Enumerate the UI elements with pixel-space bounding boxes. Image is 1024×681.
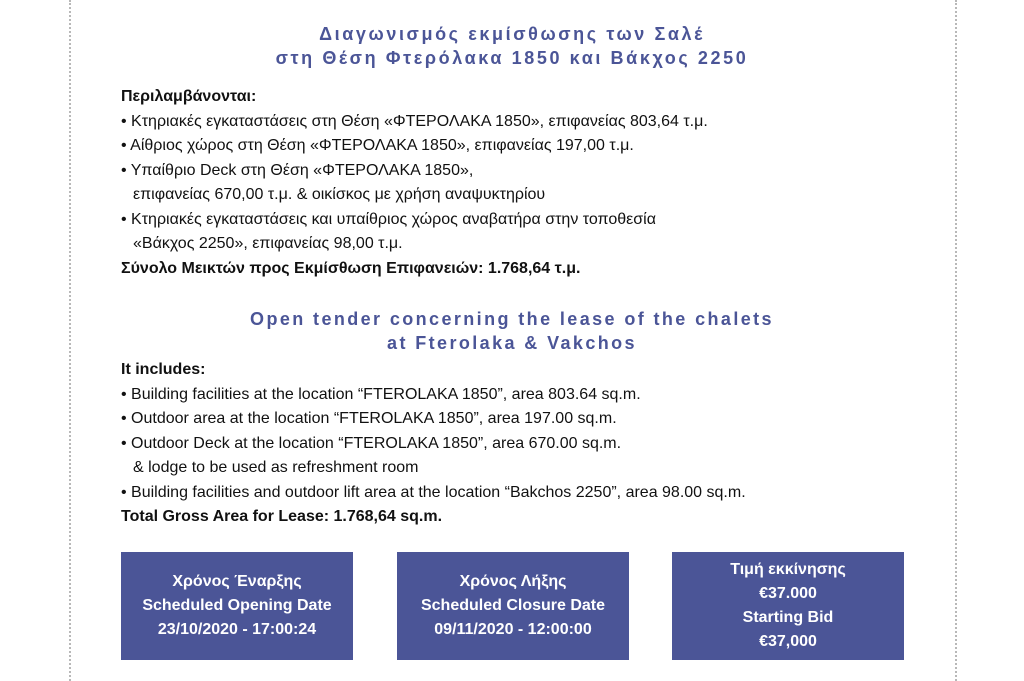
greek-title-line-1: Διαγωνισμός εκμίσθωσης των Σαλέ [319,24,705,44]
greek-list-item-continuation: επιφανείας 670,00 τ.μ. & οικίσκος με χρήση αναψυκτηρίου [133,186,546,203]
greek-title [70,22,954,70]
greek-title-line-2: στη Θέση Φτερόλακα 1850 και Βάκχος 2250 [275,48,749,68]
opening-date-box [121,552,353,660]
opening-date-value: 23/10/2020 - 17:00:24 [157,621,317,638]
starting-bid-label-en: Starting Bid [742,609,834,626]
english-includes-section [121,358,921,530]
english-includes-heading: It includes: [121,361,206,378]
closure-date-box [397,552,629,660]
closure-date-label-en: Scheduled Closure Date [420,597,606,614]
greek-list-item: • Υπαίθριο Deck στη Θέση «ΦΤΕΡΟΛΑΚΑ 1850», [121,161,474,179]
right-dotted-border [955,0,957,681]
opening-date-label-gr: Χρόνος Έναρξης [172,573,302,590]
starting-bid-box [672,552,904,660]
english-list-item: • Building facilities at the location “FTEROLAKA 1850”, area 803.64 sq.m. [121,385,641,403]
english-total-area: Total Gross Area for Lease: 1.768,64 sq.m. [121,508,443,525]
greek-list-item-continuation: «Βάκχος 2250», επιφανείας 98,00 τ.μ. [133,235,403,252]
closure-date-value: 09/11/2020 - 12:00:00 [434,621,592,638]
english-title [70,307,954,355]
english-title-line-2: at Fterolaka & Vakchos [387,333,637,353]
greek-includes-heading: Περιλαμβάνονται: [121,88,257,105]
greek-list-item: • Αίθριος χώρος στη Θέση «ΦΤΕΡΟΛΑΚΑ 1850», επιφανείας 197,00 τ.μ. [121,137,634,154]
starting-bid-value-gr: €37.000 [759,585,817,602]
greek-total-area: Σύνολο Μεικτών προς Εκμίσθωση Επιφανειών: 1.768,64 τ.μ. [121,259,581,277]
greek-includes-section [121,85,921,281]
starting-bid-value-en: €37,000 [759,633,817,650]
english-list-item: • Outdoor Deck at the location “FTEROLAKA 1850”, area 670.00 sq.m. [121,434,622,452]
opening-date-label-en: Scheduled Opening Date [142,597,332,614]
english-list-item-continuation: & lodge to be used as refreshment room [133,459,419,476]
starting-bid-label-gr: Τιμή εκκίνησης [730,561,846,578]
english-list-item: • Building facilities and outdoor lift area at the location “Bakchos 2250”, area 98.00 sq.m. [121,483,746,501]
greek-list-item: • Κτηριακές εγκαταστάσεις και υπαίθριος χώρος αναβατήρα στην τοποθεσία [121,210,656,228]
greek-list-item: • Κτηριακές εγκαταστάσεις στη Θέση «ΦΤΕΡΟΛΑΚΑ 1850», επιφανείας 803,64 τ.μ. [121,112,708,130]
closure-date-label-gr: Χρόνος Λήξης [459,573,567,590]
english-list-item: • Outdoor area at the location “FTEROLAKA 1850”, area 197.00 sq.m. [121,410,617,427]
english-title-line-1: Open tender concerning the lease of the chalets [250,309,774,329]
